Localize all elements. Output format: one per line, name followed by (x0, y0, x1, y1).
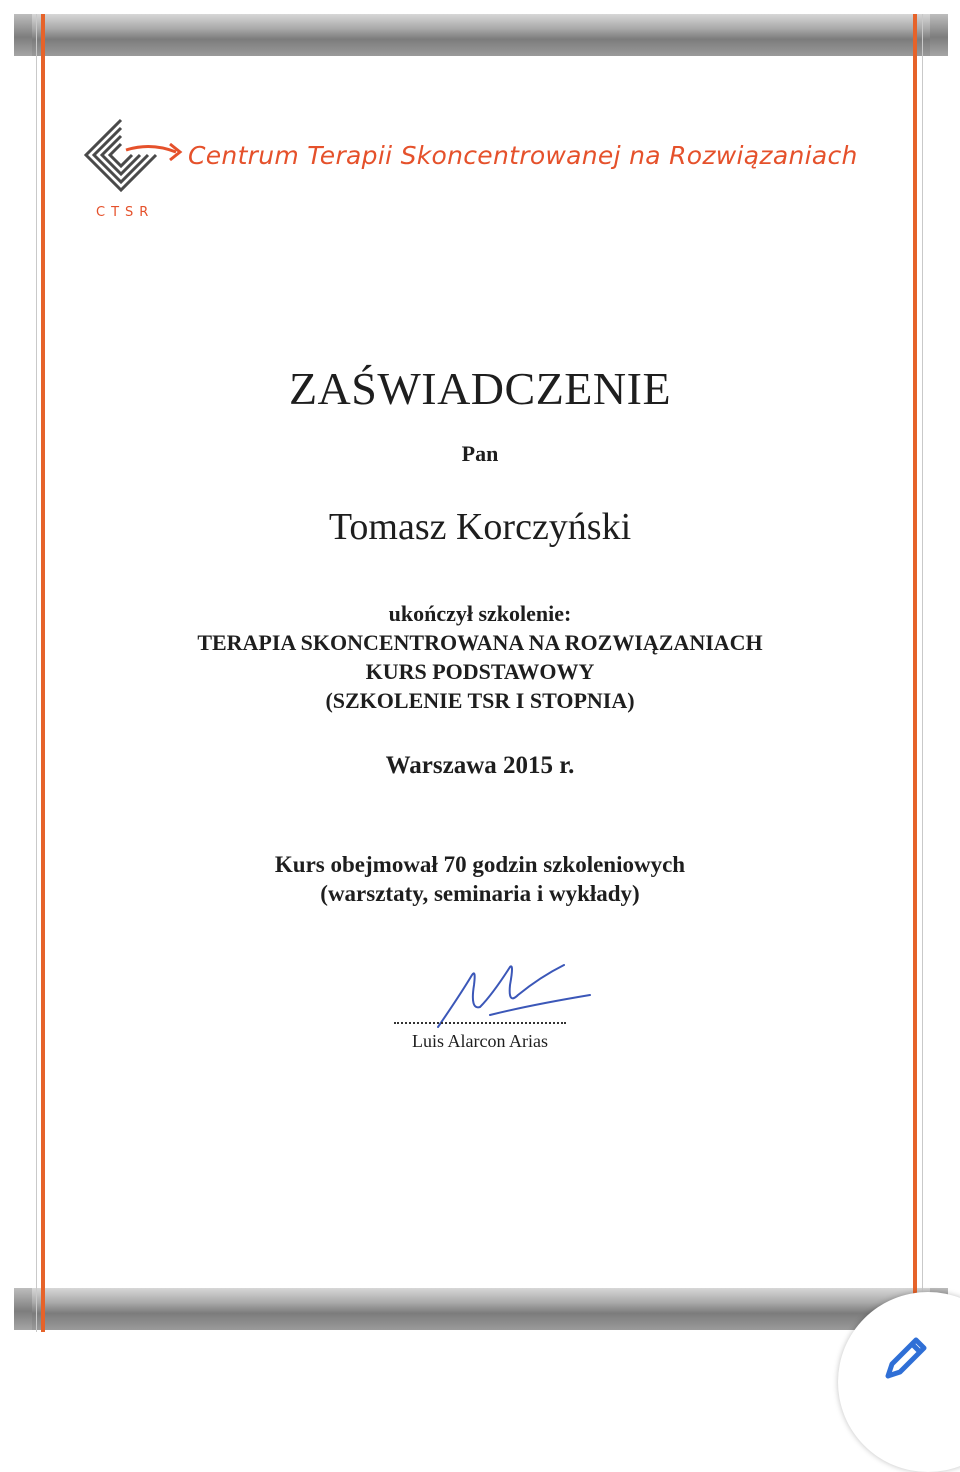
hours-line: Kurs obejmował 70 godzin szkoleniowych (274, 852, 686, 877)
certificate-title: ZAŚWIADCZENIE (288, 363, 672, 414)
top-border-bar (14, 14, 948, 56)
salutation: Pan (461, 441, 499, 466)
signature-line (394, 1022, 566, 1024)
place-date: Warszawa 2015 r. (385, 752, 575, 779)
bottom-bar-cap-left (14, 1288, 32, 1330)
top-bar-cap-left (14, 14, 32, 56)
course-note: (SZKOLENIE TSR I STOPNIA) (325, 688, 635, 713)
course-name: TERAPIA SKONCENTROWANA NA ROZWIĄZANIACH (197, 630, 763, 655)
signer-name: Luis Alarcon Arias (412, 1031, 548, 1051)
hours-block (0, 850, 960, 908)
recipient-name: Tomasz Korczyński (328, 506, 632, 548)
course-level: KURS PODSTAWOWY (365, 659, 595, 684)
course-block (0, 599, 960, 715)
org-abbreviation: CTSR (96, 205, 155, 220)
bottom-border-bar (14, 1288, 948, 1330)
org-name: Centrum Terapii Skoncentrowanej na Rozwiązaniach (188, 141, 858, 170)
hours-detail: (warsztaty, seminaria i wykłady) (320, 881, 640, 906)
completed-label: ukończył szkolenie: (388, 601, 572, 626)
top-bar-cap-right (930, 14, 948, 56)
